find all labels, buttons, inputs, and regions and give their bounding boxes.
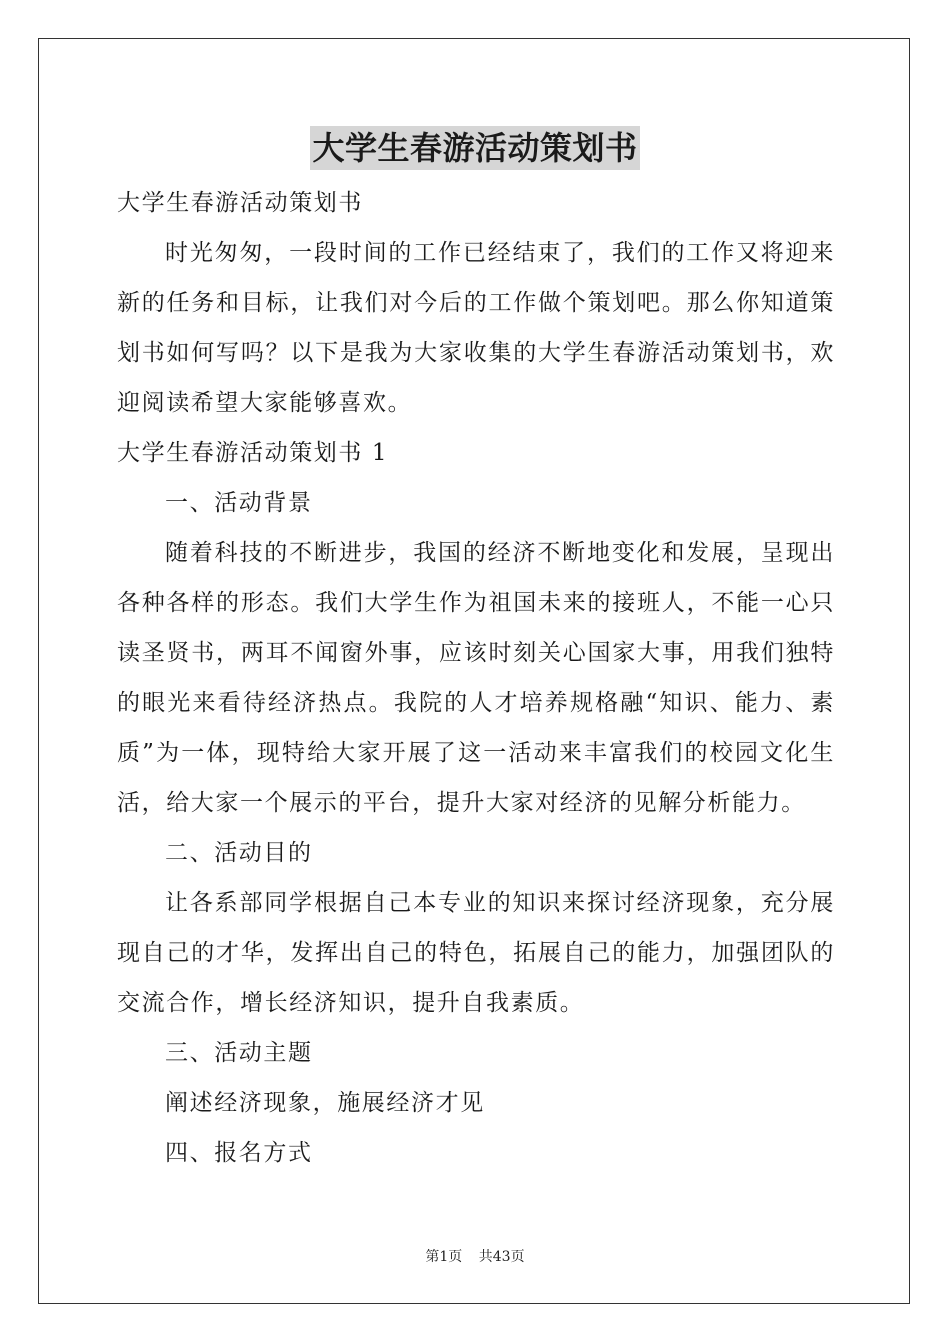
heading-registration: 四、报名方式	[165, 1140, 313, 1166]
section-title: 大学生春游活动策划书 1	[117, 440, 389, 466]
heading-background: 一、活动背景	[165, 490, 313, 516]
title-area	[0, 126, 950, 170]
heading-purpose: 二、活动目的	[165, 840, 313, 866]
page-total: 共43页	[478, 1249, 525, 1265]
heading-theme: 三、活动主题	[165, 1040, 313, 1066]
paragraph-background: 随着科技的不断进步，我国的经济不断地变化和发展，呈现出各种各样的形态。我们大学生作为祖国未来的接班人，不能一心只读圣贤书，两耳不闻窗外事，应该时刻关心国家大事，用我们独特的眼光来看待经济热点。我院的人才培养规格融“知识、能力、素质”为一体，现特给大家开展了这一活动来丰富我们的校园文化生活，给大家一个展示的平台，提升大家对经济的见解分析能力。	[117, 540, 835, 816]
page-number: 第1页	[425, 1249, 463, 1265]
intro-paragraph: 时光匆匆，一段时间的工作已经结束了，我们的工作又将迎来新的任务和目标，让我们对今后的工作做个策划吧。那么你知道策划书如何写吗？以下是我为大家收集的大学生春游活动策划书，欢迎阅读希望大家能够喜欢。	[117, 240, 835, 416]
document-subtitle: 大学生春游活动策划书	[117, 190, 363, 216]
paragraph-purpose: 让各系部同学根据自己本专业的知识来探讨经济现象，充分展现自己的才华，发挥出自己的特色，拓展自己的能力，加强团队的交流合作，增长经济知识，提升自我素质。	[117, 890, 835, 1016]
theme-text: 阐述经济现象，施展经济才见	[165, 1090, 485, 1116]
document-body	[117, 178, 835, 1178]
document-title: 大学生春游活动策划书	[310, 126, 639, 170]
page-footer	[0, 1246, 950, 1266]
